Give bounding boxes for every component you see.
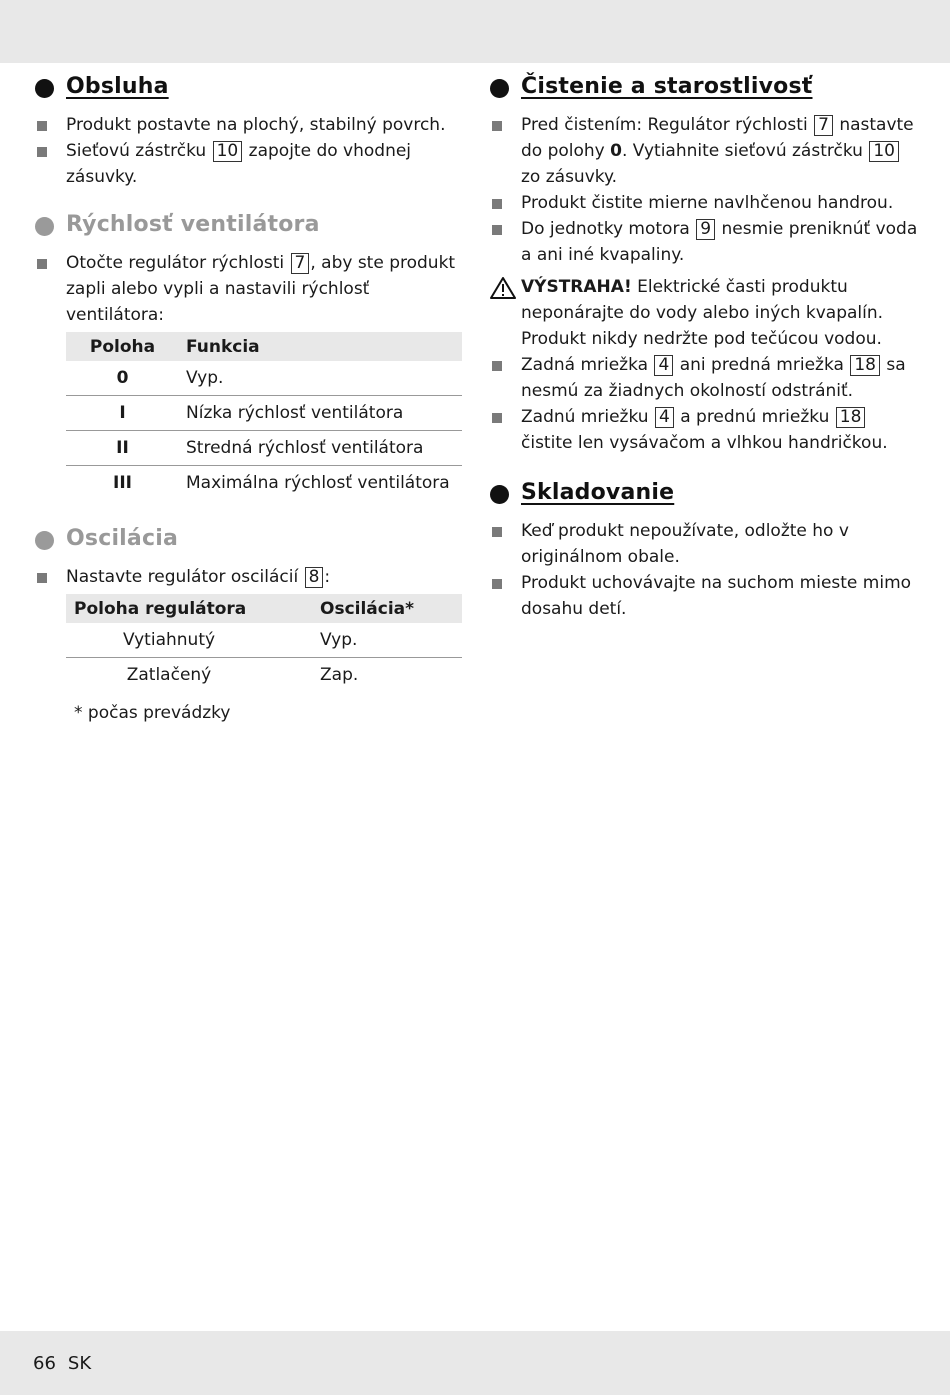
filled-circle-icon (490, 79, 509, 98)
column-header: Poloha regulátora (66, 594, 272, 623)
square-bullet-icon (492, 121, 502, 131)
list-item: Keď produkt nepoužívate, odložte ho v originálnom obale. (489, 518, 919, 570)
heading-obsluha (34, 74, 464, 106)
part-number-box: 9 (696, 219, 715, 240)
left-column (34, 74, 464, 726)
obsluha-list (34, 112, 464, 190)
footer-bar (0, 1331, 950, 1395)
cistenie-list-2 (489, 352, 919, 456)
square-bullet-icon (37, 121, 47, 131)
part-number-box: 10 (213, 141, 243, 162)
square-bullet-icon (37, 147, 47, 157)
page-footer (33, 1353, 91, 1374)
language-code: SK (67, 1353, 92, 1374)
list-item: Zadnú mriežku 4 a prednú mriežku 18 čistite len vysávačom a vlhkou handričkou. (489, 404, 919, 456)
section-title: Rýchlosť ventilátora (66, 212, 320, 237)
column-header: Poloha (66, 332, 179, 361)
table-row: Zatlačený Zap. (126, 665, 359, 685)
table-row: II Stredná rýchlosť ventilátora (66, 431, 462, 466)
part-number-box: 18 (850, 355, 880, 376)
square-bullet-icon (492, 199, 502, 209)
warning-label: VÝSTRAHA! (521, 277, 632, 297)
square-bullet-icon (492, 527, 502, 537)
heading-cistenie (489, 74, 919, 106)
part-number-box: 7 (291, 253, 310, 274)
section-title: Oscilácia (66, 526, 178, 551)
rychlost-list (34, 250, 464, 328)
table-row: 0 Vyp. (66, 361, 462, 396)
part-number-box: 4 (654, 355, 673, 376)
list-item: Sieťovú zástrčku 10 zapojte do vhodnej zásuvky. (34, 138, 464, 190)
footnote: * počas prevádzky (74, 703, 231, 723)
square-bullet-icon (492, 225, 502, 235)
list-item: Produkt uchovávajte na suchom mieste mimo dosahu detí. (489, 570, 919, 622)
square-bullet-icon (37, 573, 47, 583)
filled-circle-icon (35, 217, 54, 236)
table-row: III Maximálna rýchlosť ventilátora (113, 473, 450, 493)
square-bullet-icon (37, 259, 47, 269)
table-header-row (66, 332, 462, 361)
part-number-box: 18 (836, 407, 866, 428)
list-item: Do jednotky motora 9 nesmie preniknúť voda a ani iné kvapaliny. (489, 216, 919, 268)
warning-note (489, 274, 919, 352)
warning-text: Elektrické časti produktu neponárajte do vody alebo iných kvapalín. Produkt nikdy nedržte pod tečúcou vodou. (521, 277, 884, 349)
section-title: Skladovanie (521, 480, 675, 505)
column-header: Funkcia (179, 332, 462, 361)
table-row: I Nízka rýchlosť ventilátora (66, 396, 462, 431)
speed-table (66, 332, 462, 500)
column-header: Oscilácia* (272, 594, 462, 623)
table-header-row (66, 594, 462, 623)
cistenie-list (489, 112, 919, 268)
warning-triangle-icon (489, 276, 517, 300)
list-item: Pred čistením: Regulátor rýchlosti 7 nastavte do polohy 0. Vytiahnite sieťovú zástrčku 10 zo zásuvky. (489, 112, 919, 190)
part-number-box: 7 (814, 115, 833, 136)
oscillation-table (66, 594, 462, 692)
heading-skladovanie (489, 480, 919, 512)
list-item: Otočte regulátor rýchlosti 7 , aby ste produkt zapli alebo vypli a nastavili rýchlosť ventilátora: (34, 250, 464, 328)
oscilacia-list (34, 564, 464, 590)
square-bullet-icon (492, 361, 502, 371)
part-number-box: 10 (869, 141, 899, 162)
table-row: Vytiahnutý Vyp. (66, 623, 462, 658)
square-bullet-icon (492, 413, 502, 423)
heading-rychlost (34, 212, 464, 244)
list-item: Nastavte regulátor oscilácií 8 : (34, 564, 464, 590)
square-bullet-icon (492, 579, 502, 589)
part-number-box: 4 (655, 407, 674, 428)
list-item: Produkt čistite mierne navlhčenou handrou. (489, 190, 919, 216)
list-item: Produkt postavte na plochý, stabilný povrch. (34, 112, 464, 138)
section-title: Čistenie a starostlivosť (521, 74, 813, 99)
heading-oscilacia (34, 526, 464, 558)
section-title: Obsluha (66, 74, 169, 99)
filled-circle-icon (35, 79, 54, 98)
filled-circle-icon (490, 485, 509, 504)
top-bar (0, 0, 950, 63)
skladovanie-list (489, 518, 919, 622)
list-item: Zadná mriežka 4 ani predná mriežka 18 sa nesmú za žiadnych okolností odstrániť. (489, 352, 919, 404)
right-column (489, 74, 919, 622)
filled-circle-icon (35, 531, 54, 550)
page-number: 66 (33, 1353, 56, 1374)
part-number-box: 8 (305, 567, 324, 588)
